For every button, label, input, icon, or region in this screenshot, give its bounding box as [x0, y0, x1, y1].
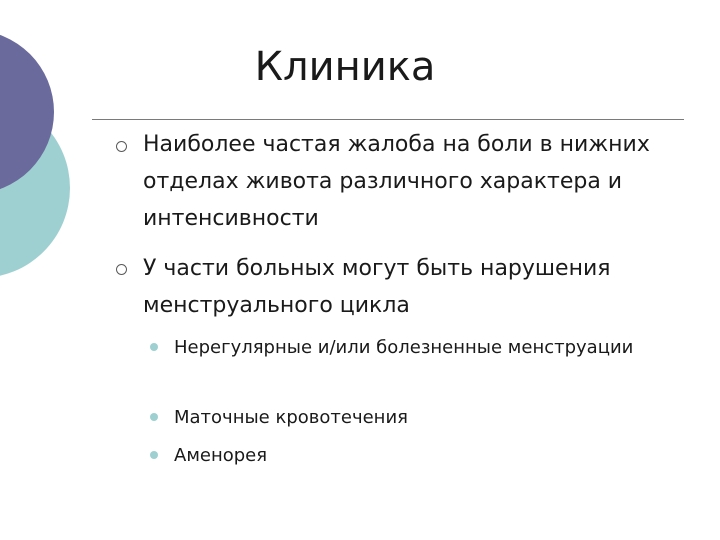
- slide-title: Клиника: [254, 44, 436, 90]
- filled-bullet-icon: [150, 413, 158, 421]
- sub-bullet-item: Маточные кровотечения: [174, 407, 408, 428]
- sub-bullet-item: Нерегулярные и/или болезненные менструации: [174, 337, 634, 358]
- bullet-item: Наиболее частая жалоба на боли в нижних отделах живота различного характера и интенсивности: [143, 132, 650, 231]
- hollow-bullet-icon: [116, 264, 127, 275]
- bullet-item: У части больных могут быть нарушения менструального цикла: [143, 256, 611, 318]
- sub-bullet-item: Аменорея: [174, 445, 268, 466]
- filled-bullet-icon: [150, 343, 158, 351]
- filled-bullet-icon: [150, 451, 158, 459]
- hollow-bullet-icon: [116, 141, 127, 152]
